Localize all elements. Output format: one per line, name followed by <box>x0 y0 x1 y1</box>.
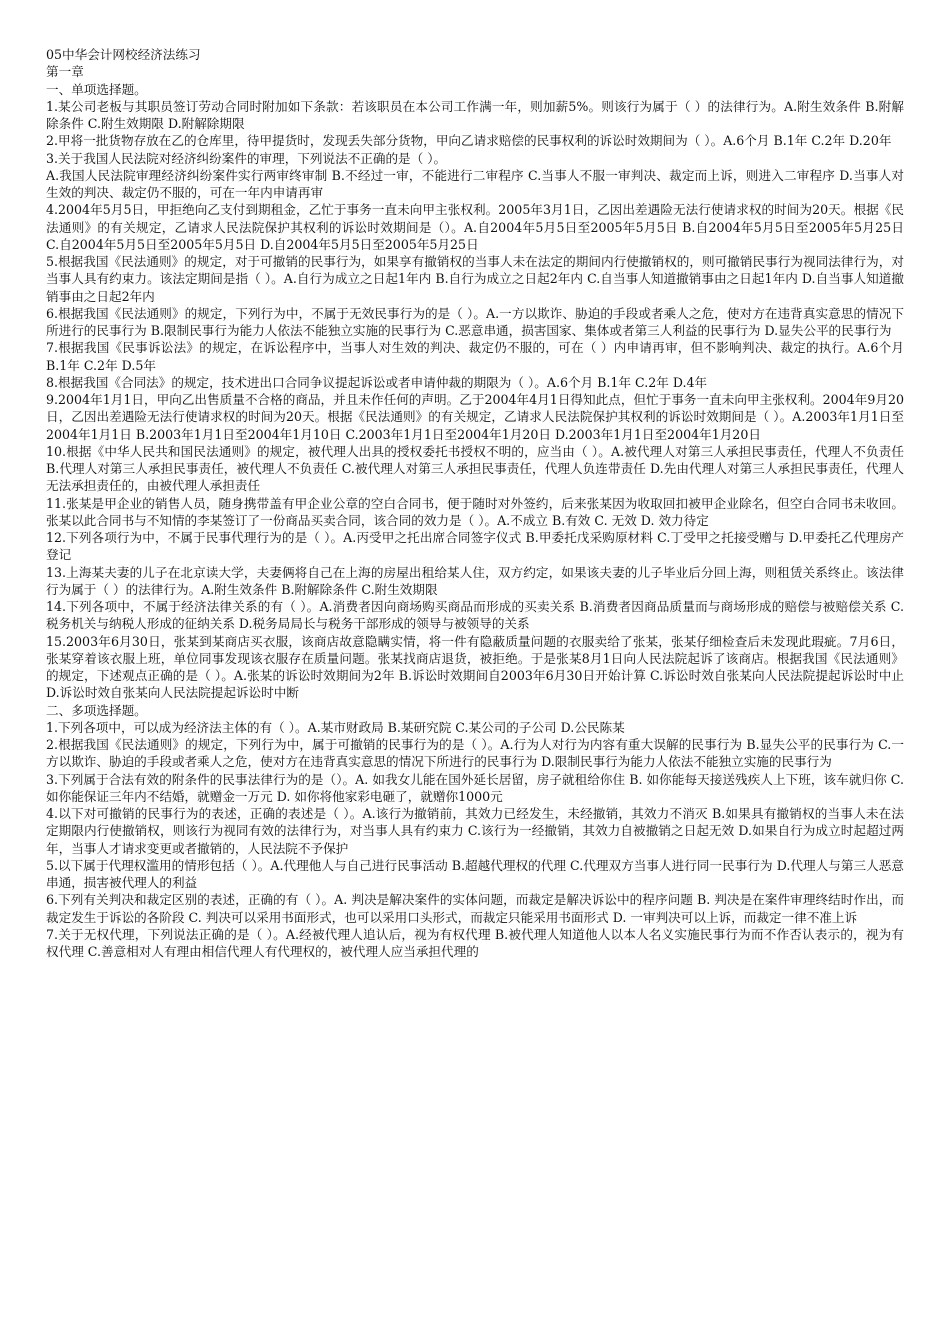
question-paragraph: 11.张某是甲企业的销售人员，随身携带盖有甲企业公章的空白合同书，便于随时对外签约，后来张某因为收取回扣被甲企业除名，但空白合同书未收回。张某以此合同书与不知情的李某签订了一份商品买卖合同，该合同的效力是（ ）。A.不成立 B.有效 C. 无效 D. 效力待定 <box>46 495 904 528</box>
question-paragraph: 8.根据我国《合同法》的规定，技术进出口合同争议提起诉讼或者申请仲裁的期限为（ ）。A.6个月 B.1年 C.2年 D.4年 <box>46 374 708 390</box>
question-paragraph: 6.根据我国《民法通则》的规定，下列行为中，不属于无效民事行为的是（ ）。A.一方以欺诈、胁迫的手段或者乘人之危，使对方在违背真实意思的情况下所进行的民事行为 B.限制民事行为能力人依法不能独立实施的民事行为 C.恶意串通，损害国家、集体或者第三人利益的民事行为 D.显失公平的民事行为 <box>46 305 904 338</box>
question-paragraph: 5.根据我国《民法通则》的规定，对于可撤销的民事行为，如果享有撤销权的当事人未在法定的期间内行使撤销权的，则可撤销民事行为视同法律行为，对当事人具有约束力。该法定期间是指（ ）。A.自行为成立之日起1年内 B.自行为成立之日起2年内 C.自当事人知道撤销事由之日起1年内 D.自当事人知道撤销事由之日起2年内 <box>46 254 904 304</box>
section-heading-single-choice: 一、单项选择题。 <box>46 81 147 97</box>
question-paragraph: 15.2003年6月30日，张某到某商店买衣服，该商店故意隐瞒实情，将一件有隐蔽质量问题的衣服卖给了张某，张某仔细检查后未发现此瑕疵。7月6日，张某穿着该衣服上班，单位同事发现该衣服存在质量问题。张某找商店退货，被拒绝。于是张某8月1日向人民法院起诉了该商店。根据我国《民法通则》的规定，下述观点正确的是（ ）。A.张某的诉讼时效期间为2年 B.诉讼时效期间自2003年6月30日开始计算 C.诉讼时效自张某向人民法院提起诉讼时中止 D.诉讼时效自张某向人民法院提起诉讼时中断 <box>46 633 904 701</box>
question-paragraph: 4.2004年5月5日，甲拒绝向乙支付到期租金，乙忙于事务一直未向甲主张权利。2005年3月1日，乙因出差遇险无法行使请求权的时间为20天。根据《民法通则》的有关规定，乙请求人民法院保护其权利的诉讼时效期间是（）。A.自2004年5月5日至2005年5月5日 B.自2004年5月5日至2005年5月25日 C.自2004年5月5日至2005年5月5日 D.自2004年5月5日至2005年5月25日 <box>46 202 904 252</box>
question-paragraph: 14.下列各项中，不属于经济法律关系的有（ ）。A.消费者因向商场购买商品而形成的买卖关系 B.消费者因商品质量而与商场形成的赔偿与被赔偿关系 C.税务机关与纳税人形成的征纳关系 D.税务局局长与税务干部形成的领导与被领导的关系 <box>46 599 904 632</box>
chapter-heading: 第一章 <box>46 64 84 80</box>
document-title: 05中华会计网校经济法练习 <box>46 47 201 62</box>
section-heading-multiple-choice: 二、多项选择题。 <box>46 702 147 718</box>
question-paragraph: 10.根据《中华人民共和国民法通则》的规定，被代理人出具的授权委托书授权不明的，应当由（ ）。A.被代理人对第三人承担民事责任，代理人不负责任 B.代理人对第三人承担民事责任，被代理人不负责任 C.被代理人对第三人承担民事责任，代理人负连带责任 D.先由代理人对第三人承担民事责任，代理人无法承担责任的，由被代理人承担责任 <box>46 443 904 494</box>
question-paragraph: 9.2004年1月1日，甲向乙出售质量不合格的商品，并且未作任何的声明。乙于2004年4月1日得知此点，但忙于事务一直未向甲主张权利。2004年9月20日，乙因出差遇险无法行使请求权的时间为20天。根据《民法通则》的有关规定，乙请求人民法院保护其权利的诉讼时效期间是（ ）。A.2003年1月1日至2004年1月1日 B.2003年1月1日至2004年1月10日 C.2003年1月1日至2004年1月20日 D.2003年1月1日至2004年1月20日 <box>46 392 904 442</box>
question-paragraph: 1.下列各项中，可以成为经济法主体的有（ ）。A.某市财政局 B.某研究院 C.某公司的子公司 D.公民陈某 <box>46 719 625 735</box>
question-paragraph: 13.上海某夫妻的儿子在北京读大学，夫妻俩将自己在上海的房屋出租给某人住，双方约定，如果该夫妻的儿子毕业后分回上海，则租赁关系终止。该法律行为属于（ ）的法律行为。A.附生效条件 B.附解除条件 C.附生效期限 <box>46 564 904 597</box>
question-paragraph: 3.下列属于合法有效的附条件的民事法律行为的是（）。A. 如我女儿能在国外延长居留，房子就租给你住 B. 如你能每天接送残疾人上下班，该车就归你 C. 如你能保证三年内不结婚，就赠金一万元 D. 如你将他家彩电砸了，就赠你1000元 <box>46 771 904 804</box>
question-paragraph: 6.下列有关判决和裁定区别的表述，正确的有（ ）。A. 判决是解决案件的实体问题，而裁定是解决诉讼中的程序问题 B. 判决是在案件审理终结时作出，而裁定发生于诉讼的各阶段 C. 判决可以采用书面形式，也可以采用口头形式，而裁定只能采用书面形式 D. 一审判决可以上诉，而裁定一律不准上诉 <box>46 892 904 925</box>
question-paragraph: 12.下列各项行为中，不属于民事代理行为的是（ ）。A.丙受甲之托出席合同签字仪式 B.甲委托戊采购原材料 C.丁受甲之托接受赠与 D.甲委托乙代理房产登记 <box>46 530 904 563</box>
question-paragraph: 2.甲将一批货物存放在乙的仓库里，待甲提货时，发现丢失部分货物，甲向乙请求赔偿的民事权利的诉讼时效期间为（ ）。A.6个月 B.1年 C.2年 D.20年 <box>46 133 892 149</box>
question-paragraph: 7.关于无权代理，下列说法正确的是（ ）。A.经被代理人追认后，视为有权代理 B.被代理人知道他人以本人名义实施民事行为而不作否认表示的，视为有权代理 C.善意相对人有理由相信代理人有代理权的，被代理人应当承担代理的 <box>46 926 904 959</box>
question-paragraph: 4.以下对可撤销的民事行为的表述，正确的表述是（ ）。A.该行为撤销前，其效力已经发生，未经撤销，其效力不消灭 B.如果具有撤销权的当事人未在法定期限内行使撤销权，则该行为视同有效的法律行为，对当事人具有约束力 C.该行为一经撤销，其效力自被撤销之日起无效 D.如果自行为成立时起超过两年，当事人才请求变更或者撤销的，人民法院不予保护 <box>46 806 904 856</box>
question-paragraph: 2.根据我国《民法通则》的规定，下列行为中，属于可撤销的民事行为的是（ ）。A.行为人对行为内容有重大误解的民事行为 B.显失公平的民事行为 C.一方以欺诈、胁迫的手段或者乘人之危，使对方在违背真实意思的情况下所进行的民事行为 D.限制民事行为能力人依法不能独立实施的民事行为 <box>46 737 904 770</box>
question-options: A.我国人民法院审理经济纠纷案件实行两审终审制 B.不经过一审，不能进行二审程序 C.当事人不服一审判决、裁定而上诉，则进入二审程序 D.当事人对生效的判决、裁定仍不服的，可在一年内申请再审 <box>46 167 904 200</box>
question-paragraph: 3.关于我国人民法院对经济纠纷案件的审理，下列说法不正确的是（ ）。 <box>46 150 447 166</box>
question-paragraph: 1.某公司老板与其职员签订劳动合同时附加如下条款：若该职员在本公司工作满一年，则加薪5%。则该行为属于（ ）的法律行为。A.附生效条件 B.附解除条件 C.附生效期限 D.附解除期限 <box>46 98 904 131</box>
question-paragraph: 5.以下属于代理权滥用的情形包括（ ）。A.代理他人与自己进行民事活动 B.超越代理权的代理 C.代理双方当事人进行同一民事行为 D.代理人与第三人恶意串通，损害被代理人的利益 <box>46 857 904 890</box>
question-paragraph: 7.根据我国《民事诉讼法》的规定，在诉讼程序中，当事人对生效的判决、裁定仍不服的，可在（ ）内申请再审，但不影响判决、裁定的执行。A.6个月 B.1年 C.2年 D.5年 <box>46 340 904 373</box>
